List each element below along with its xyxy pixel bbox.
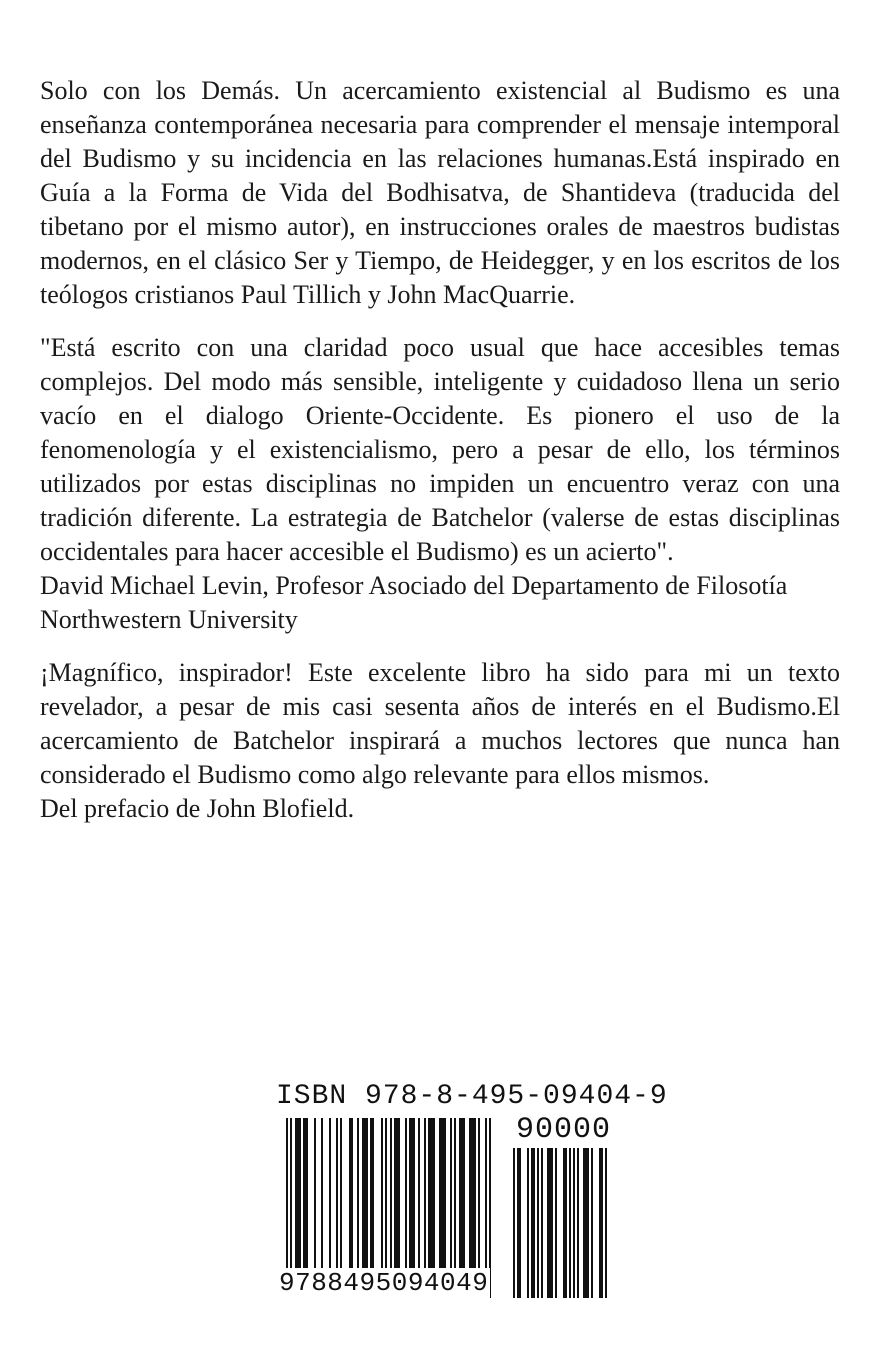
- barcode-bar: [370, 1118, 374, 1270]
- barcode-bar: [605, 1148, 607, 1298]
- barcode-bar: [531, 1148, 535, 1298]
- barcode-bar: [577, 1148, 579, 1298]
- barcode-bar: [314, 1118, 316, 1270]
- barcode-bar: [478, 1118, 480, 1270]
- barcode-bar: [381, 1118, 383, 1270]
- review-attribution-line2: Northwestern University: [40, 605, 298, 634]
- addon-barcode: [511, 1148, 607, 1298]
- barcode-bar: [439, 1118, 445, 1270]
- barcode-bar: [555, 1148, 557, 1298]
- preface-quote-text: ¡Magnífico, inspirador! Este excelente libro ha sido para mi un texto revelador, a pesar de mis casi sesenta años de interés en el Budismo.El acercamiento de Batchelor inspirará a muchos lectores que nunca han considerado el Budismo como algo relevante para ellos mismos.: [40, 658, 840, 789]
- synopsis-text: Solo con los Demás. Un acercamiento existencial al Budismo es una enseñanza contemporánea necesaria para comprender el mensaje intemporal del Budismo y su incidencia en las relaciones humanas.Está inspirado en Guía a la Forma de Vida del Bodhisatva, de Shantideva (traducida del tibetano por el mismo autor), en instrucciones orales de maestros budistas modernos, en el clásico Ser y Tiempo, de Heidegger, y en los escritos de los teólogos cristianos Paul Tillich y John MacQuarrie.: [40, 76, 840, 309]
- review-quote-text: "Está escrito con una claridad poco usual que hace accesibles temas complejos. Del modo más sensible, inteligente y cuidadoso llena un serio vacío en el dialogo Oriente-Occidente. Es pionero el uso de la fenomenología y el existencialismo, pero a pesar de ello, los términos utilizados por estas disciplinas no impiden un encuentro veraz con una tradición diferente. La estrategia de Batchelor (valerse de estas disciplinas occidentales para hacer accesible el Budismo) es un acierto".: [40, 333, 840, 566]
- barcode-bar: [527, 1148, 529, 1298]
- barcode-bar: [321, 1118, 323, 1270]
- barcode-bar: [583, 1148, 589, 1298]
- barcode-bar: [336, 1118, 338, 1270]
- barcode-bar: [295, 1118, 301, 1270]
- isbn-label: ISBN 978-8-495-09404-9: [276, 1081, 668, 1112]
- barcode-bar: [459, 1118, 465, 1270]
- barcode-bar: [424, 1118, 426, 1270]
- barcode-bar: [349, 1118, 353, 1270]
- barcode-bar: [329, 1118, 331, 1270]
- review-attribution-line1: David Michael Levin, Profesor Asociado del Departamento de Filosotía: [40, 571, 788, 600]
- barcode-bar: [537, 1148, 539, 1298]
- barcode-bar: [513, 1148, 515, 1298]
- barcode-bar: [547, 1148, 553, 1298]
- barcode-ean-digits: 9788495094049: [279, 1268, 489, 1298]
- synopsis-paragraph: [40, 74, 840, 312]
- barcode-bar: [405, 1118, 407, 1270]
- barcode-bar: [541, 1148, 543, 1298]
- barcode-bar: [573, 1148, 575, 1298]
- barcode-bar: [563, 1148, 567, 1298]
- barcode-bar: [469, 1118, 475, 1270]
- barcode-bar: [569, 1148, 571, 1298]
- barcode-bar: [599, 1148, 603, 1298]
- barcode-bar: [357, 1118, 359, 1270]
- barcode-bar: [450, 1118, 452, 1270]
- barcode-addon-digits: 90000: [516, 1113, 612, 1147]
- preface-attribution: Del prefacio de John Blofield.: [40, 794, 355, 823]
- barcode-bar: [418, 1118, 420, 1270]
- barcode-bar: [409, 1118, 415, 1270]
- barcode-bar: [340, 1118, 342, 1270]
- barcode-bar: [428, 1118, 434, 1270]
- barcode-bar: [394, 1118, 400, 1270]
- barcode-bar: [591, 1148, 593, 1298]
- review-quote-block: [40, 331, 840, 637]
- barcode-bar: [362, 1118, 368, 1270]
- preface-quote-block: [40, 656, 840, 826]
- barcode-bar: [454, 1118, 456, 1270]
- barcode-bar: [517, 1148, 521, 1298]
- barcode-bar: [303, 1118, 307, 1270]
